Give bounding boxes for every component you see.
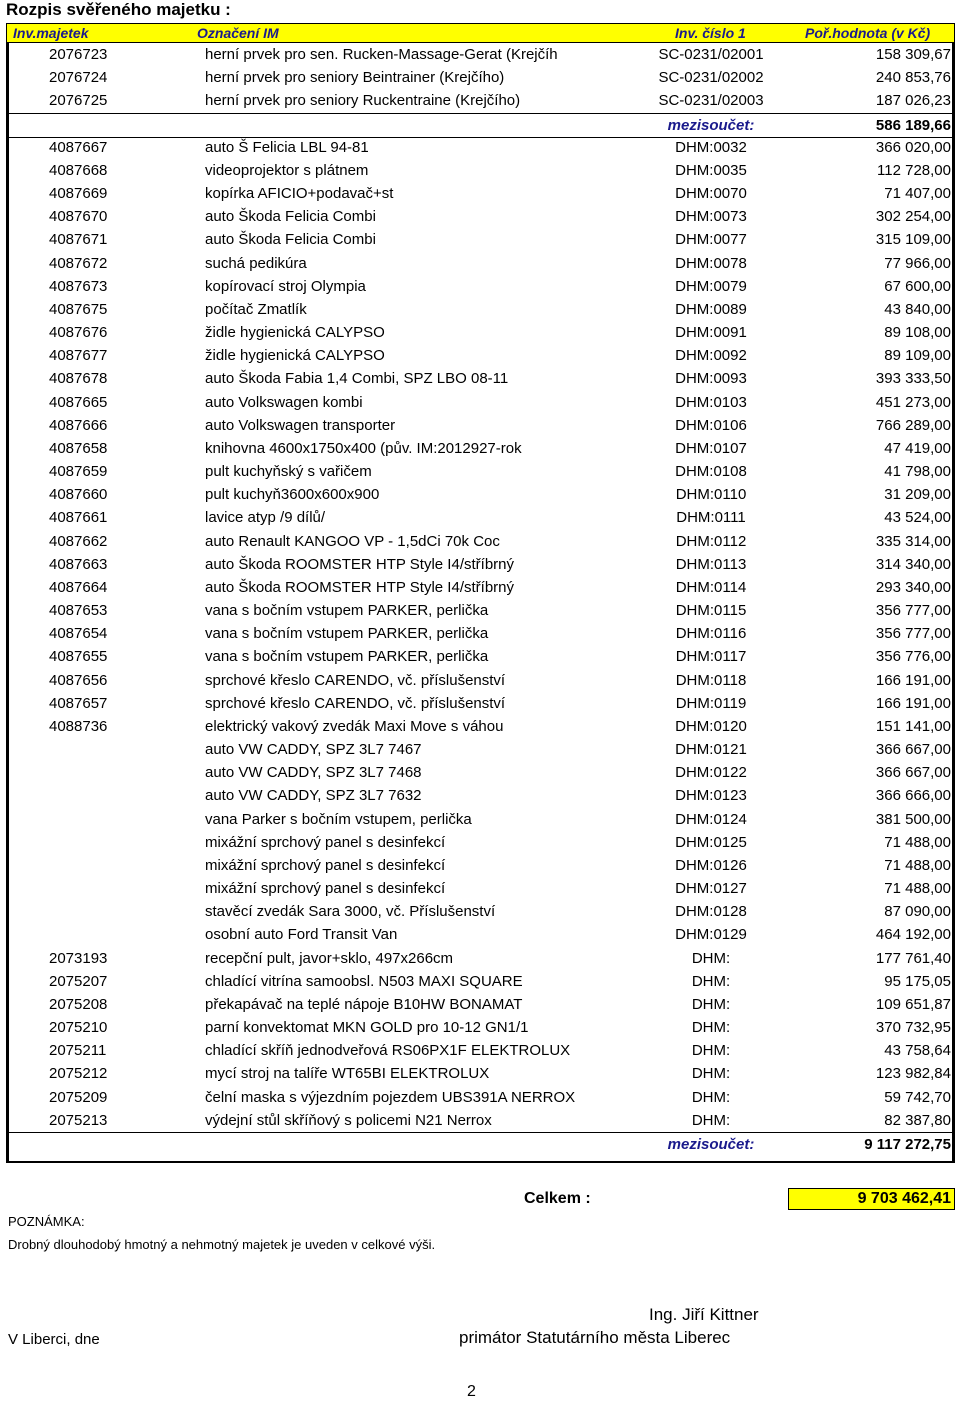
item-description: židle hygienická CALYPSO bbox=[205, 347, 385, 365]
item-value: 89 109,00 bbox=[884, 347, 951, 365]
item-description: auto Volkswagen transporter bbox=[205, 416, 396, 434]
inventory-number: 4087660 bbox=[49, 486, 108, 504]
table-row bbox=[9, 970, 952, 993]
item-value: 112 728,00 bbox=[877, 161, 951, 179]
inventory-number: 2075213 bbox=[49, 1111, 108, 1129]
inventory-number: 4087662 bbox=[49, 532, 108, 550]
item-value: 177 761,40 bbox=[875, 949, 951, 967]
item-description: auto Škoda ROOMSTER HTP Style I4/stříbrný bbox=[205, 555, 514, 573]
item-description: auto Renault KANGOO VP - 1,5dCi 70k Coc bbox=[205, 532, 500, 550]
inventory-number: 2075207 bbox=[49, 972, 108, 990]
inventory-number: 2075209 bbox=[49, 1088, 108, 1106]
inventory-number: 4087670 bbox=[49, 208, 108, 226]
table-row bbox=[9, 715, 952, 738]
inventory-number: 4087661 bbox=[49, 509, 108, 527]
item-value: 381 500,00 bbox=[875, 810, 951, 828]
header-value: Poř.hodnota (v Kč) bbox=[805, 25, 931, 41]
item-description: stavěcí zvedák Sara 3000, vč. Příslušenství bbox=[205, 903, 496, 921]
table-row bbox=[9, 1016, 952, 1039]
item-code: DHM:0113 bbox=[675, 555, 747, 573]
inventory-number: 4087672 bbox=[49, 254, 108, 272]
page-number: 2 bbox=[467, 1383, 476, 1400]
item-value: 87 090,00 bbox=[884, 903, 951, 921]
item-value: 151 141,00 bbox=[875, 717, 951, 735]
inventory-number: 2075210 bbox=[49, 1019, 108, 1037]
inventory-number: 2075208 bbox=[49, 995, 108, 1013]
item-value: 71 488,00 bbox=[884, 833, 951, 851]
item-value: 43 840,00 bbox=[884, 300, 951, 318]
inventory-number: 4087669 bbox=[49, 185, 108, 203]
item-description: vana s bočním vstupem PARKER, perlička bbox=[205, 648, 489, 666]
item-value: 71 407,00 bbox=[884, 185, 951, 203]
item-description: pult kuchyň3600x600x900 bbox=[205, 486, 380, 504]
item-value: 302 254,00 bbox=[875, 208, 951, 226]
document-title: Rozpis svěřeného majetku : bbox=[6, 0, 231, 19]
item-code: DHM:0111 bbox=[676, 509, 746, 527]
item-value: 166 191,00 bbox=[875, 671, 951, 689]
item-value: 109 651,87 bbox=[875, 995, 951, 1013]
item-code: DHM:0077 bbox=[675, 231, 747, 249]
table-row bbox=[9, 530, 952, 553]
item-description: sprchové křeslo CARENDO, vč. příslušenství bbox=[205, 671, 506, 689]
item-description: výdejní stůl skříňový s policemi N21 Nerrox bbox=[205, 1111, 492, 1129]
table-row bbox=[9, 460, 952, 483]
item-value: 356 777,00 bbox=[875, 625, 951, 643]
table-row bbox=[9, 947, 952, 970]
table-row bbox=[9, 645, 952, 668]
item-code: DHM:0125 bbox=[675, 833, 747, 851]
inventory-number: 4087677 bbox=[49, 347, 108, 365]
item-code: DHM:0073 bbox=[675, 208, 747, 226]
item-value: 43 758,64 bbox=[884, 1042, 951, 1060]
table-row bbox=[9, 252, 952, 275]
item-value: 315 109,00 bbox=[875, 231, 951, 249]
item-value: 366 020,00 bbox=[875, 138, 951, 156]
item-description: auto Š Felicia LBL 94-81 bbox=[205, 138, 369, 156]
item-code: DHM:0091 bbox=[675, 324, 747, 342]
table-row bbox=[9, 761, 952, 784]
inventory-number: 4087659 bbox=[49, 463, 108, 481]
table-row bbox=[9, 900, 952, 923]
table-row bbox=[9, 669, 952, 692]
item-value: 77 966,00 bbox=[884, 254, 951, 272]
item-code: SC-0231/02002 bbox=[658, 69, 764, 87]
table-row bbox=[9, 622, 952, 645]
item-value: 366 666,00 bbox=[875, 787, 951, 805]
item-description: auto Škoda ROOMSTER HTP Style I4/stříbrný bbox=[205, 578, 514, 596]
item-value: 43 524,00 bbox=[884, 509, 951, 527]
signer-title: primátor Statutárního města Liberec bbox=[459, 1328, 731, 1347]
item-code: DHM:0108 bbox=[675, 463, 747, 481]
table-row bbox=[9, 692, 952, 715]
table-row bbox=[9, 275, 952, 298]
item-value: 82 387,80 bbox=[884, 1111, 951, 1129]
item-code: DHM: bbox=[691, 1065, 731, 1083]
table-row bbox=[9, 43, 952, 66]
table-row bbox=[9, 344, 952, 367]
item-code: DHM:0119 bbox=[675, 694, 747, 712]
item-description: mycí stroj na talíře WT65BI ELEKTROLUX bbox=[205, 1065, 490, 1083]
item-description: auto VW CADDY, SPZ 3L7 7467 bbox=[205, 741, 422, 759]
item-value: 89 108,00 bbox=[884, 324, 951, 342]
item-value: 356 776,00 bbox=[875, 648, 951, 666]
table-row bbox=[9, 321, 952, 344]
inventory-number: 2073193 bbox=[49, 949, 108, 967]
table-row bbox=[9, 1062, 952, 1085]
item-code: DHM: bbox=[691, 949, 731, 967]
total-label: Celkem : bbox=[524, 1190, 591, 1207]
item-value: 166 191,00 bbox=[875, 694, 951, 712]
inventory-number: 4087676 bbox=[49, 324, 108, 342]
item-value: 158 309,67 bbox=[875, 46, 951, 63]
item-description: knihovna 4600x1750x400 (pův. IM:2012927-rok bbox=[205, 439, 522, 457]
item-description: překapávač na teplé nápoje B10HW BONAMAT bbox=[205, 995, 523, 1013]
place-date: V Liberci, dne bbox=[8, 1331, 100, 1348]
item-code: DHM: bbox=[691, 1019, 731, 1037]
item-value: 187 026,23 bbox=[875, 92, 951, 110]
item-code: DHM:0035 bbox=[675, 161, 747, 179]
subtotal-row bbox=[9, 1132, 952, 1156]
item-description: kopírovací stroj Olympia bbox=[205, 277, 366, 295]
item-code: DHM:0110 bbox=[675, 486, 747, 504]
item-value: 451 273,00 bbox=[875, 393, 951, 411]
item-code: DHM:0117 bbox=[675, 648, 747, 666]
table-row bbox=[9, 993, 952, 1016]
table-row bbox=[9, 437, 952, 460]
item-value: 71 488,00 bbox=[884, 880, 951, 898]
item-code: DHM:0121 bbox=[675, 741, 747, 759]
item-description: videoprojektor s plátnem bbox=[205, 161, 369, 179]
inventory-number: 4087655 bbox=[49, 648, 108, 666]
item-code: SC-0231/02003 bbox=[658, 92, 764, 110]
item-value: 366 667,00 bbox=[875, 741, 951, 759]
item-code: DHM:0103 bbox=[675, 393, 747, 411]
item-description: pult kuchyňský s vařičem bbox=[205, 463, 372, 481]
inventory-number: 4087657 bbox=[49, 694, 108, 712]
table-row bbox=[9, 159, 952, 182]
item-code: DHM:0124 bbox=[675, 810, 747, 828]
subtotal-label: mezisoučet: bbox=[667, 1135, 755, 1153]
inventory-number: 4087673 bbox=[49, 277, 108, 295]
item-value: 47 419,00 bbox=[884, 439, 951, 457]
item-value: 370 732,95 bbox=[875, 1019, 951, 1037]
item-code: DHM: bbox=[691, 1042, 731, 1060]
item-description: mixážní sprchový panel s desinfekcí bbox=[205, 833, 446, 851]
item-code: DHM:0115 bbox=[675, 602, 747, 620]
table-row bbox=[9, 182, 952, 205]
item-code: DHM: bbox=[691, 1088, 731, 1106]
table-row bbox=[9, 205, 952, 228]
item-code: DHM: bbox=[691, 1111, 731, 1129]
item-value: 314 340,00 bbox=[875, 555, 951, 573]
item-code: DHM:0106 bbox=[675, 416, 747, 434]
table-row bbox=[9, 1039, 952, 1062]
item-code: SC-0231/02001 bbox=[658, 46, 764, 63]
item-description: vana s bočním vstupem PARKER, perlička bbox=[205, 625, 489, 643]
item-code: DHM:0070 bbox=[675, 185, 747, 203]
table-row bbox=[9, 738, 952, 761]
item-description: lavice atyp /9 dílů/ bbox=[205, 509, 326, 527]
table-row bbox=[9, 506, 952, 529]
header-inv: Inv.majetek bbox=[13, 25, 89, 41]
subtotal-value: 9 117 272,75 bbox=[864, 1135, 951, 1153]
item-description: elektrický vakový zvedák Maxi Move s váhou bbox=[205, 717, 504, 735]
item-description: auto Volkswagen kombi bbox=[205, 393, 363, 411]
item-description: chladící skříň jednodveřová RS06PX1F ELEKTROLUX bbox=[205, 1042, 571, 1060]
table-row bbox=[9, 367, 952, 390]
inventory-number: 4087665 bbox=[49, 393, 108, 411]
item-value: 335 314,00 bbox=[875, 532, 951, 550]
item-value: 31 209,00 bbox=[884, 486, 951, 504]
inventory-number: 4087658 bbox=[49, 439, 108, 457]
item-value: 59 742,70 bbox=[884, 1088, 951, 1106]
inventory-number: 4087656 bbox=[49, 671, 108, 689]
inventory-number: 4087668 bbox=[49, 161, 108, 179]
item-value: 293 340,00 bbox=[875, 578, 951, 596]
inventory-number: 4087663 bbox=[49, 555, 108, 573]
table-row bbox=[9, 66, 952, 89]
item-code: DHM:0032 bbox=[675, 138, 747, 156]
item-code: DHM:0120 bbox=[675, 717, 747, 735]
item-code: DHM:0129 bbox=[675, 926, 747, 944]
item-code: DHM:0112 bbox=[675, 532, 747, 550]
header-invno: Inv. číslo 1 bbox=[675, 25, 746, 41]
signer-name: Ing. Jiří Kittner bbox=[649, 1305, 759, 1324]
item-description: čelní maska s výjezdním pojezdem UBS391A NERROX bbox=[205, 1088, 576, 1106]
item-description: osobní auto Ford Transit Van bbox=[205, 926, 398, 944]
note-text: Drobný dlouhodobý hmotný a nehmotný majetek je uveden v celkové výši. bbox=[8, 1237, 436, 1252]
asset-table bbox=[6, 43, 955, 1163]
inventory-number: 4087667 bbox=[49, 138, 108, 156]
item-code: DHM:0089 bbox=[675, 300, 747, 318]
inventory-number: 4087653 bbox=[49, 602, 108, 620]
inventory-number: 4087678 bbox=[49, 370, 108, 388]
item-value: 71 488,00 bbox=[884, 856, 951, 874]
table-row bbox=[9, 831, 952, 854]
table-row bbox=[9, 228, 952, 251]
inventory-number: 2076725 bbox=[49, 92, 108, 110]
table-row bbox=[9, 89, 952, 112]
item-value: 464 192,00 bbox=[875, 926, 951, 944]
item-code: DHM: bbox=[691, 995, 731, 1013]
item-value: 123 982,84 bbox=[875, 1065, 951, 1083]
note-label: POZNÁMKA: bbox=[8, 1214, 85, 1229]
table-row bbox=[9, 298, 952, 321]
item-value: 393 333,50 bbox=[875, 370, 951, 388]
item-code: DHM:0092 bbox=[675, 347, 747, 365]
item-code: DHM:0079 bbox=[675, 277, 747, 295]
table-row bbox=[9, 414, 952, 437]
item-description: sprchové křeslo CARENDO, vč. příslušenství bbox=[205, 694, 506, 712]
item-value: 41 798,00 bbox=[884, 463, 951, 481]
inventory-number: 4088736 bbox=[49, 717, 108, 735]
table-row bbox=[9, 1109, 952, 1132]
item-description: židle hygienická CALYPSO bbox=[205, 324, 385, 342]
item-description: recepční pult, javor+sklo, 497x266cm bbox=[205, 949, 454, 967]
table-row bbox=[9, 784, 952, 807]
item-description: herní prvek pro sen. Rucken-Massage-Gerat (Krejčíh bbox=[205, 46, 558, 63]
table-header bbox=[6, 23, 955, 43]
item-description: auto VW CADDY, SPZ 3L7 7632 bbox=[205, 787, 422, 805]
table-row bbox=[9, 1086, 952, 1109]
inventory-number: 2075211 bbox=[49, 1042, 107, 1060]
item-code: DHM:0118 bbox=[675, 671, 747, 689]
inventory-number: 2076724 bbox=[49, 69, 108, 87]
table-row bbox=[9, 877, 952, 900]
inventory-number: 2076723 bbox=[49, 46, 108, 63]
subtotal-label: mezisoučet: bbox=[667, 116, 755, 134]
item-value: 95 175,05 bbox=[884, 972, 951, 990]
inventory-number: 4087671 bbox=[49, 231, 108, 249]
inventory-number: 4087666 bbox=[49, 416, 108, 434]
item-value: 366 667,00 bbox=[875, 764, 951, 782]
item-code: DHM:0107 bbox=[675, 439, 747, 457]
inventory-number: 4087664 bbox=[49, 578, 108, 596]
item-description: auto Škoda Felicia Combi bbox=[205, 208, 376, 226]
item-code: DHM:0128 bbox=[675, 903, 747, 921]
table-row bbox=[9, 808, 952, 831]
item-description: auto Škoda Felicia Combi bbox=[205, 231, 376, 249]
table-row bbox=[9, 599, 952, 622]
item-code: DHM:0126 bbox=[675, 856, 747, 874]
table-row bbox=[9, 854, 952, 877]
item-code: DHM:0078 bbox=[675, 254, 747, 272]
item-description: vana s bočním vstupem PARKER, perlička bbox=[205, 602, 489, 620]
table-row bbox=[9, 391, 952, 414]
item-description: herní prvek pro seniory Beintrainer (Krejčího) bbox=[205, 69, 505, 87]
item-code: DHM:0116 bbox=[675, 625, 747, 643]
item-description: vana Parker s bočním vstupem, perlička bbox=[205, 810, 472, 828]
item-value: 766 289,00 bbox=[875, 416, 951, 434]
item-code: DHM:0122 bbox=[675, 764, 747, 782]
item-description: počítač Zmatlík bbox=[205, 300, 307, 318]
item-code: DHM:0114 bbox=[675, 578, 747, 596]
item-value: 240 853,76 bbox=[875, 69, 951, 87]
item-description: suchá pedikúra bbox=[205, 254, 307, 272]
inventory-number: 4087675 bbox=[49, 300, 108, 318]
total-value: 9 703 462,41 bbox=[788, 1188, 955, 1210]
item-description: auto VW CADDY, SPZ 3L7 7468 bbox=[205, 764, 422, 782]
inventory-number: 4087654 bbox=[49, 625, 108, 643]
table-row bbox=[9, 553, 952, 576]
item-value: 67 600,00 bbox=[884, 277, 951, 295]
item-code: DHM:0127 bbox=[675, 880, 747, 898]
item-value: 356 777,00 bbox=[875, 602, 951, 620]
table-row bbox=[9, 923, 952, 946]
item-description: mixážní sprchový panel s desinfekcí bbox=[205, 856, 446, 874]
item-description: auto Škoda Fabia 1,4 Combi, SPZ LBO 08-11 bbox=[205, 370, 509, 388]
table-row bbox=[9, 576, 952, 599]
subtotal-row bbox=[9, 113, 952, 138]
item-code: DHM:0123 bbox=[675, 787, 747, 805]
item-description: parní konvektomat MKN GOLD pro 10-12 GN1/1 bbox=[205, 1019, 529, 1037]
item-description: mixážní sprchový panel s desinfekcí bbox=[205, 880, 446, 898]
item-description: herní prvek pro seniory Ruckentraine (Krejčího) bbox=[205, 92, 521, 110]
subtotal-value: 586 189,66 bbox=[875, 116, 951, 134]
inventory-number: 2075212 bbox=[49, 1065, 108, 1083]
item-code: DHM:0093 bbox=[675, 370, 747, 388]
table-row bbox=[9, 136, 952, 159]
item-description: kopírka AFICIO+podavač+st bbox=[205, 185, 394, 203]
table-row bbox=[9, 483, 952, 506]
header-mark: Označení IM bbox=[197, 25, 279, 41]
item-code: DHM: bbox=[691, 972, 731, 990]
item-description: chladící vitrína samoobsl. N503 MAXI SQUARE bbox=[205, 972, 523, 990]
